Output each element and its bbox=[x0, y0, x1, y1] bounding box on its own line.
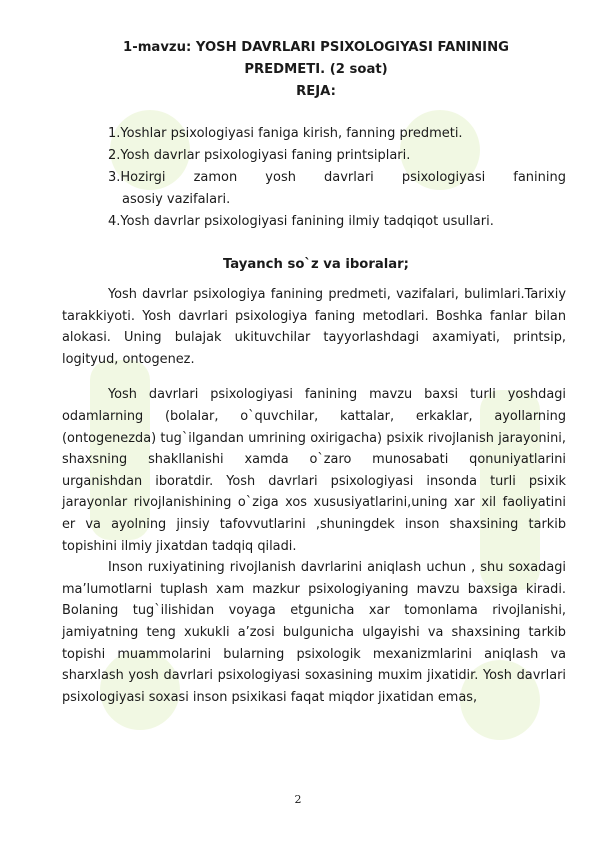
topic-title-line2: PREDMETI. (2 soat) bbox=[244, 62, 388, 77]
body-paragraph: Yosh davrlari psixologiyasi fanining mavzu baxsi turli yoshdagi odamlarning (bolalar, o`quvchilar, kattalar, erkaklar, ayollarning (ontogenezda) tug`ilgandan umrining oxirigacha) psixik rivojlanish jarayonini, shaxsning shakllanishi xamda o`zaro munosabati qonuniyatlarini urganishdan iboratdir. Yosh davrlari psixologiyasi insonda turli psixik jarayonlar rivojlanishining o`ziga xos xususiyatlarini,uning xar xil faoliyatini er va ayolning jinsiy tafovvutlarini ,shuningdek inson shaxsining tarkib topishini ilmiy jixatdan tadqiq qiladi. bbox=[62, 387, 566, 554]
body-text bbox=[62, 284, 566, 708]
plan-item: 1.Yoshlar psixologiyasi faniga kirish, fanning predmeti. bbox=[108, 126, 463, 141]
plan-item: 3.Hozirgi zamon yosh davrlari psixologiyasi fanining bbox=[108, 170, 566, 185]
topic-title-line1: 1-mavzu: YOSH DAVRLARI PSIXOLOGIYASI FANINING bbox=[123, 40, 509, 55]
plan-item-continuation: asosiy vazifalari. bbox=[122, 192, 231, 207]
page-number: 2 bbox=[294, 793, 302, 806]
plan-list bbox=[108, 123, 566, 233]
body-paragraph: Inson ruxiyatining rivojlanish davrlarini aniqlash uchun , shu soxadagi ma’lumotlarni tuplash xam mazkur psixologiyaning mavzu baxsiga kiradi. Bolaning tug`ilishidan voyaga etgunicha xar tomonlama rivojlanishi, jamiyatning teng xukukli a’zosi bulgunicha ulgayishi va shaxsining tarkib topishi muammolarini bularning psixologik mexanizmlarini aniqlash va sharxlash yosh davrlari psixologiyasi soxasining muxim jixatidir. Yosh davrlari psixologiyasi soxasi inson psixikasi faqat miqdor jixatidan emas, bbox=[62, 560, 566, 705]
plan-heading: REJA: bbox=[296, 84, 336, 99]
plan-item: 2.Yosh davrlar psixologiyasi faning printsiplari. bbox=[108, 148, 411, 163]
keywords-heading: Tayanch so`z va iboralar; bbox=[223, 257, 409, 272]
keywords-paragraph: Yosh davrlar psixologiya fanining predmeti, vazifalari, bulimlari.Tarixiy tarakkiyoti. Yosh davrlari psixologiya faning metodlari. Boshka fanlar bilan alokasi. Uning bulajak ukituvchilar tayyorlashdagi axamiyati, printsip, logityud, ontogenez. bbox=[62, 287, 566, 367]
plan-item: 4.Yosh davrlar psixologiyasi fanining ilmiy tadqiqot usullari. bbox=[108, 214, 494, 229]
